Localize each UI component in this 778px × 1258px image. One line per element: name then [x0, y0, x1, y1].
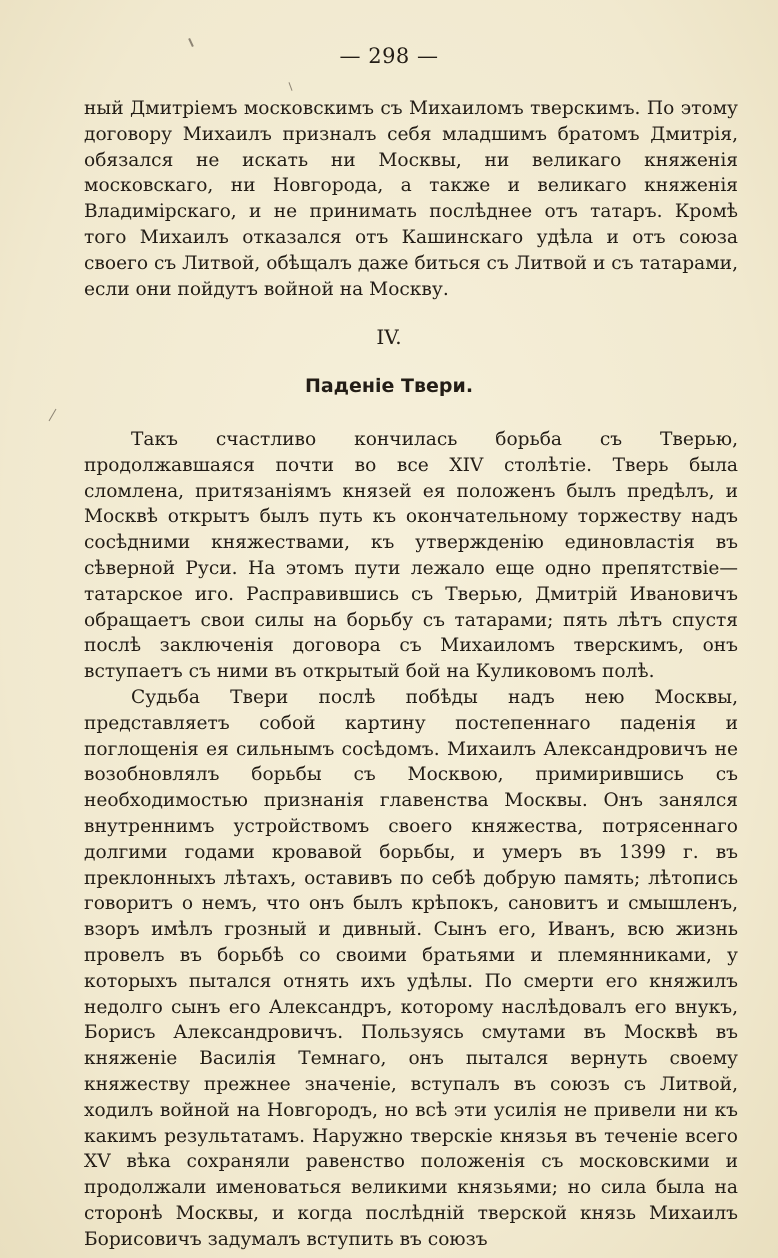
ink-speck: [49, 409, 57, 422]
paragraph: Такъ счастливо кончилась борьба съ Тверью, продолжавшаяся почти во все XIV столѣтіе. Тверь была сломлена, притязаніямъ князей ея положенъ былъ предѣлъ, и Москвѣ открытъ былъ путь къ окончательному торжеству надъ сосѣдними княжествами, къ утвержденію единовластія въ сѣверной Руси. На этомъ пути лежало еще одно препятствіе—татарское иго. Расправившись съ Тверью, Дмитрій Ивановичъ обращаетъ свои силы на борьбу съ татарами; пять лѣтъ спустя послѣ заключенія договора съ Михаиломъ тверскимъ, онъ вступаетъ съ ними въ открытый бой на Куликовомъ полѣ.: [84, 429, 738, 683]
continuation-paragraph: ный Дмитріемъ московскимъ съ Михаиломъ тверскимъ. По этому договору Михаилъ призналъ себя младшимъ братомъ Дмитрія, обязался не искать ни Москвы, ни великаго княженія московскаго, ни Новгорода, а также и великаго княженія Владимірскаго, и не принимать послѣднее отъ татаръ. Кромѣ того Михаилъ отказался отъ Кашинскаго удѣла и отъ союза своего съ Литвой, обѣщалъ даже биться съ Литвой и съ татарами, если они пойдутъ войной на Москву.: [84, 98, 738, 300]
page-number: — 298 —: [339, 44, 439, 68]
section-heading: Паденіе Твери.: [304, 375, 474, 397]
section-number: IV.: [376, 325, 402, 349]
ink-speck: [288, 82, 292, 91]
continuation-paragraph-block: [84, 96, 738, 302]
paragraph: Судьба Твери послѣ побѣды надъ нею Москвы, представляетъ собой картину постепеннаго паденія и поглощенія ея сильнымъ сосѣдомъ. Михаилъ Александровичъ не возобновлялъ борьбы съ Москвою, примирившись съ необходимостью признанія главенства Москвы. Онъ занялся внутреннимъ устройствомъ своего княжества, потрясеннаго долгими годами кровавой борьбы, и умеръ въ 1399 г. въ преклонныхъ лѣтахъ, оставивъ по себѣ добрую память; лѣтопись говоритъ о немъ, что онъ былъ крѣпокъ, сановитъ и смышленъ, взоръ имѣлъ грозный и дивный. Сынъ его, Иванъ, всю жизнь провелъ въ борьбѣ со своими братьями и племянниками, у которыхъ пытался отнять ихъ удѣлы. По смерти его княжилъ недолго сынъ его Александръ, которому наслѣдовалъ его внукъ, Борисъ Александровичъ. Пользуясь смутами въ Москвѣ въ княженіе Василія Темнаго, онъ пытался вернуть своему княжеству прежнее значеніе, вступалъ въ союзъ съ Литвой, ходилъ войной на Новгородъ, но всѣ эти усилія не привели ни къ какимъ результатамъ. Наружно тверскіе князья въ теченіе всего XV вѣка сохраняли равенство положенія съ московскими и продолжали именоваться великими князьями; но сила была на сторонѣ Москвы, и когда послѣдній тверской князь Михаилъ Борисовичъ задумалъ вступить въ союзъ: [84, 686, 738, 1250]
body-text: [84, 427, 738, 1253]
